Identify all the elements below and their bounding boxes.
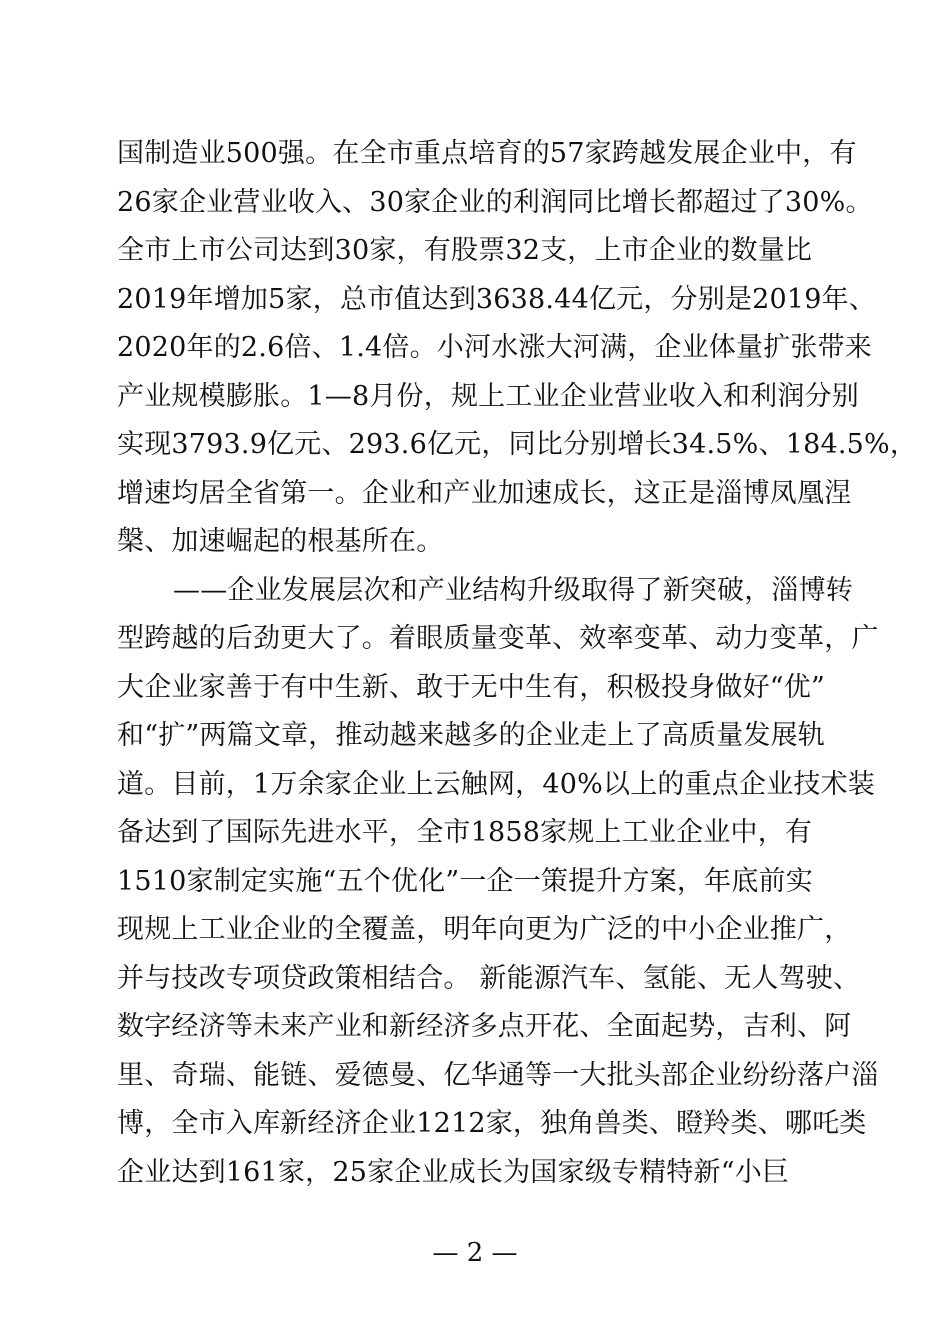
text-line-17: 现规上工业企业的全覆盖，明年向更为广泛的中小企业推广， xyxy=(117,914,852,945)
text-line-1: 国制造业500强。在全市重点培育的57家跨越发展企业中，有 xyxy=(117,138,857,169)
text-line-7: 实现3793.9亿元、293.6亿元，同比分别增长34.5%、184.5%， xyxy=(117,429,918,460)
text-line-11: 型跨越的后劲更大了。着眼质量变革、效率变革、动力变革，广 xyxy=(117,623,879,654)
paragraph-start-line: ——企业发展层次和产业结构升级取得了新突破，淄博转 xyxy=(173,574,853,606)
text-line-2: 26家企业营业收入、30家企业的利润同比增长都超过了30%。 xyxy=(117,186,873,218)
text-line-18: 并与技改专项贷政策相结合。 新能源汽车、氢能、无人驾驶、 xyxy=(117,962,861,994)
text-line-6: 产业规模膨胀。1—8月份，规上工业企业营业收入和利润分别 xyxy=(117,380,859,412)
text-line-4: 2019年增加5家，总市值达到3638.44亿元，分别是2019年、 xyxy=(117,283,877,315)
text-line-20: 里、奇瑞、能链、爱德曼、亿华通等一大批头部企业纷纷落户淄 xyxy=(117,1059,879,1091)
text-line-3: 全市上市公司达到30家，有股票32支，上市企业的数量比 xyxy=(117,235,813,266)
text-line-13: 和“扩”两篇文章，推动越来越多的企业走上了高质量发展轨 xyxy=(117,720,826,751)
text-line-12: 大企业家善于有中生新、敢于无中生有，积极投身做好“优” xyxy=(117,671,826,703)
text-line-16: 1510家制定实施“五个优化”一企一策提升方案，年底前实 xyxy=(117,865,813,897)
text-line-5: 2020年的2.6倍、1.4倍。小河水涨大河满，企业体量扩张带来 xyxy=(117,332,872,363)
body-text xyxy=(117,130,918,1197)
text-line-19: 数字经济等未来产业和新经济多点开花、全面起势，吉利、阿 xyxy=(117,1011,852,1042)
page-number: — 2 — xyxy=(432,1238,518,1268)
text-line-9: 槃、加速崛起的根基所在。 xyxy=(117,526,444,557)
text-line-15: 备达到了国际先进水平，全市1858家规上工业企业中，有 xyxy=(117,817,813,848)
text-line-8: 增速均居全省第一。企业和产业加速成长，这正是淄博凤凰涅 xyxy=(117,477,852,509)
text-line-14: 道。目前，1万余家企业上云触网，40%以上的重点企业技术装 xyxy=(117,768,875,800)
text-line-21: 博，全市入库新经济企业1212家，独角兽类、瞪羚类、哪吒类 xyxy=(117,1108,867,1139)
text-line-22: 企业达到161家，25家企业成长为国家级专精特新“小巨 xyxy=(117,1156,790,1188)
